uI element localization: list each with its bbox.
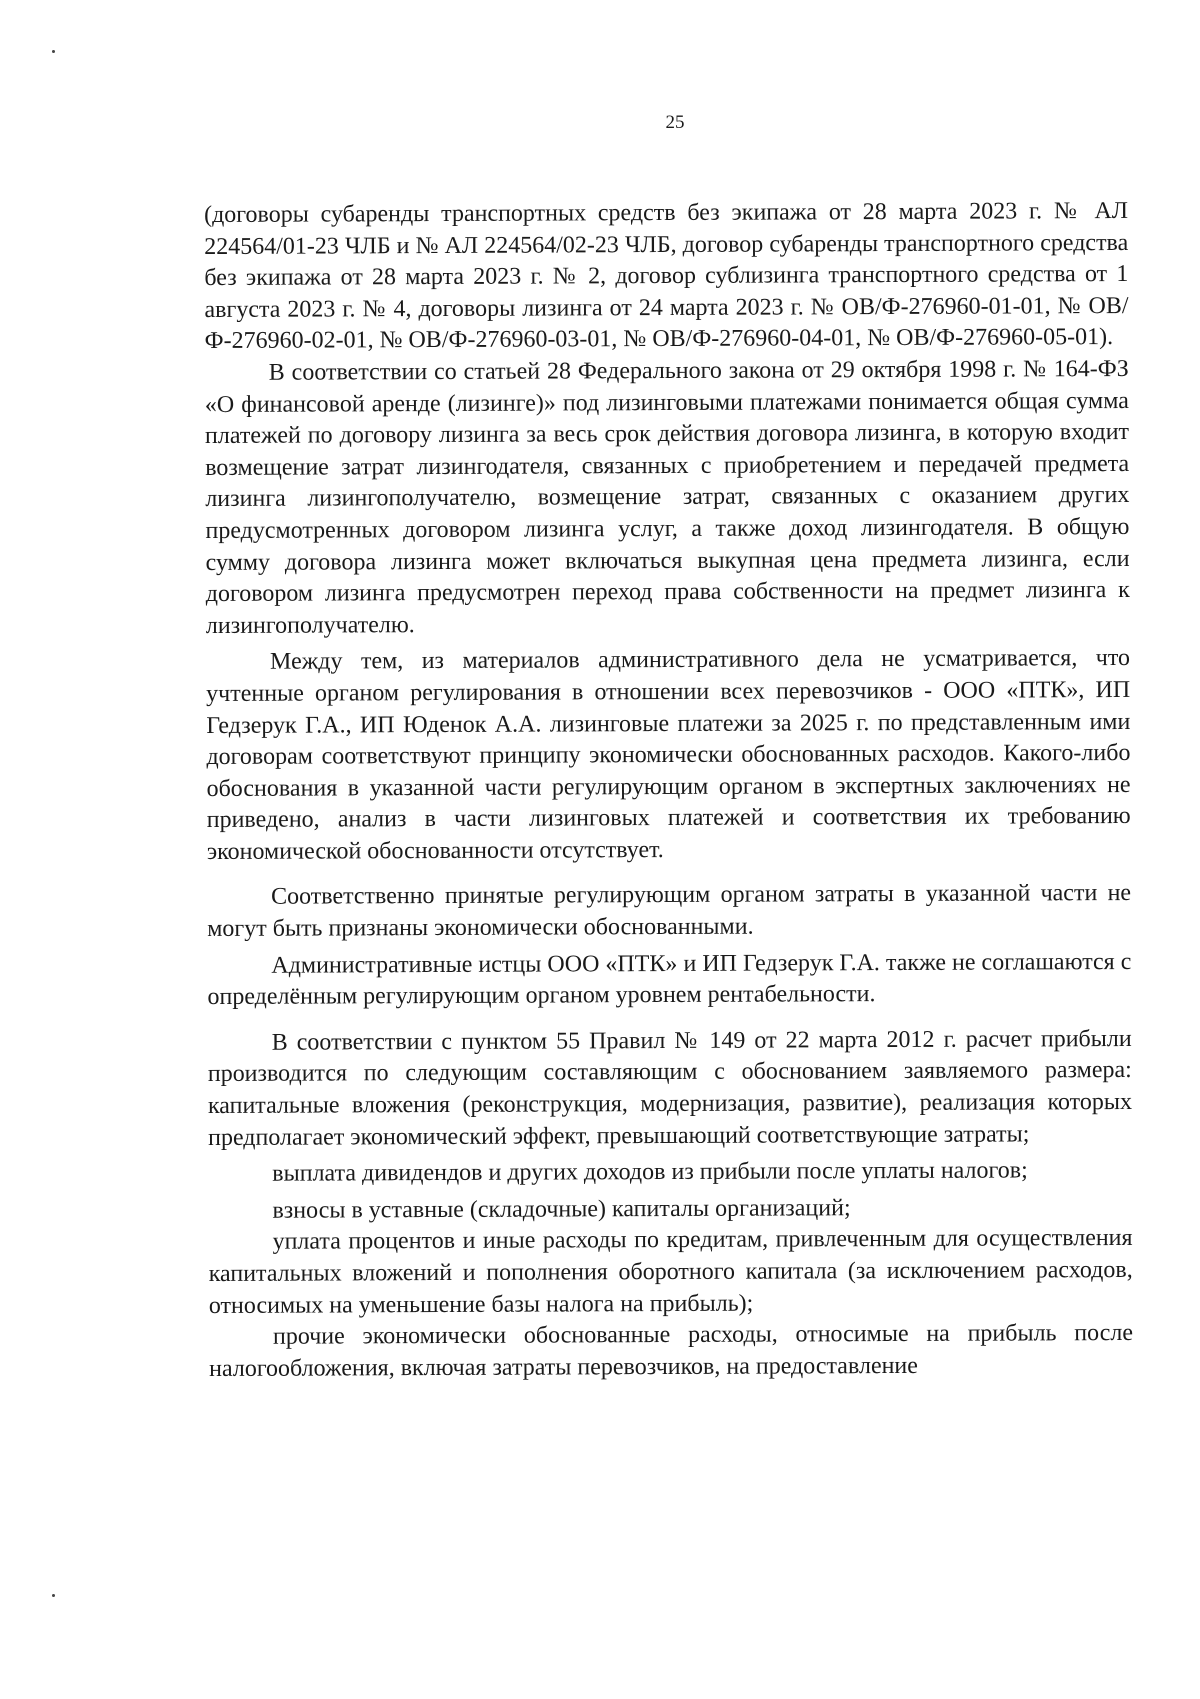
- page-number: 25: [665, 112, 685, 133]
- paragraph-leasing-contracts-list: (договоры субаренды транспортных средств без экипажа от 28 марта 2023 г. № АЛ 224564/01-23 ЧЛБ и № АЛ 224564/02-23 ЧЛБ, договор субаренды транспортного средства без экипажа от 28 марта 2023 г. № 2, договор сублизинга транспортного средства от 1 августа 2023 г. № 4, договоры лизинга от 24 марта 2023 г. № ОВ/Ф-276960-01-01, № ОВ/Ф-276960-02-01, № ОВ/Ф-276960-03-01, № ОВ/Ф-276960-04-01, № ОВ/Ф-276960-05-01).: [204, 197, 1129, 355]
- document-body: [204, 196, 1133, 1385]
- paragraph-dividends: выплата дивидендов и других доходов из прибыли после уплаты налогов;: [272, 1157, 1028, 1187]
- paragraph-profitability-dispute: Административные истцы ООО «ПТК» и ИП Гедзерук Г.А. также не соглашаются с определённым регулирующим органом уровнем рентабельности.: [207, 948, 1132, 1011]
- paragraph-leasing-law-definition: В соответствии со статьей 28 Федерального закона от 29 октября 1998 г. № 164-ФЗ «О финансовой аренде (лизинге)» под лизинговыми платежами понимается общая сумма платежей по договору лизинга за весь срок действия договора лизинга, в которую входит возмещение затрат лизингодателя, связанных с приобретением и передачей предмета лизинга лизингополучателю, возмещение затрат, связанных с оказанием других предусмотренных договором лизинга услуг, а также доход лизингодателя. В общую сумму договора лизинга может включаться выкупная цена предмета лизинга, если договором лизинга предусмотрен переход права собственности на предмет лизинга к лизингополучателю.: [204, 355, 1130, 639]
- scan-artifact-dot: [52, 50, 55, 53]
- scan-artifact-dot: [52, 1594, 55, 1597]
- paragraph-costs-not-justified: Соответственно принятые регулирующим органом затраты в указанной части не могут быть признаны экономически обоснованными.: [207, 880, 1132, 943]
- paragraph-profit-calculation-rules: В соответствии с пунктом 55 Правил № 149 от 22 марта 2012 г. расчет прибыли производится по следующим составляющим с обоснованием заявляемого размера: капитальные вложения (реконструкция, модернизация, развитие), реализация которых предполагает экономический эффект, превышающий соответствующие затраты;: [207, 1025, 1133, 1151]
- paragraph-other-expenses: прочие экономически обоснованные расходы, относимые на прибыль после налогообложения, включая затраты перевозчиков, на предоставление: [209, 1320, 1134, 1382]
- paragraph-capital-contributions: взносы в уставные (складочные) капиталы организаций;: [272, 1195, 851, 1224]
- paragraph-materials-analysis: Между тем, из материалов административного дела не усматривается, что учтенные органом регулирования в отношении всех перевозчиков - ООО «ПТК», ИП Гедзерук Г.А., ИП Юденок А.А. лизинговые платежи за 2025 г. по представленным ими договорам соответствуют принципу экономически обоснованных расходов. Какого-либо обоснования в указанной части регулирующим органом в экспертных заключениях не приведено, анализ в части лизинговых платежей и соответствия их требованию экономической обоснованности отсутствует.: [206, 645, 1131, 865]
- paragraph-credit-interest: уплата процентов и иные расходы по кредитам, привлеченным для осуществления капитальных вложений и пополнения оборотного капитала (за исключением расходов, относимых на уменьшение базы налога на прибыль);: [208, 1225, 1133, 1319]
